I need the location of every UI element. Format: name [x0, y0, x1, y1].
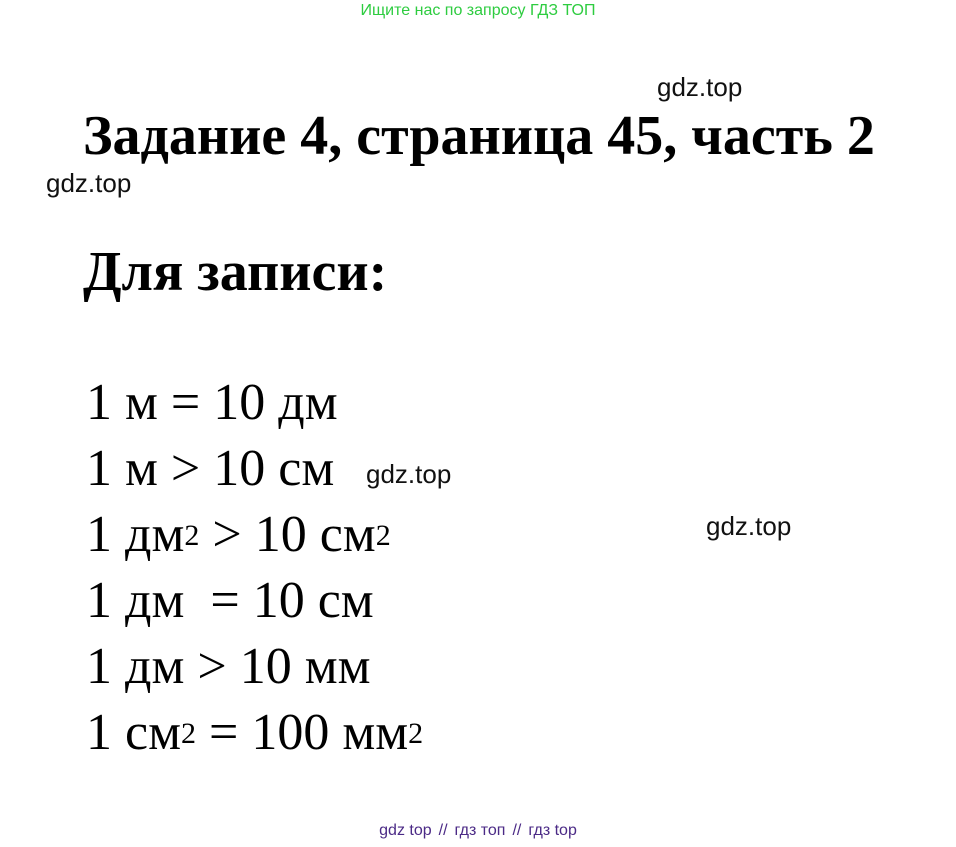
watermark: gdz.top — [657, 72, 743, 102]
eq-right: 10 см — [213, 440, 335, 497]
eq-right-exponent: 2 — [408, 717, 424, 750]
eq-left: 1 см — [86, 704, 181, 761]
footer-separator: // — [438, 822, 448, 839]
eq-left: 1 дм — [86, 506, 185, 563]
eq-left: 1 дм — [86, 638, 185, 695]
eq-right: 100 мм — [251, 704, 409, 761]
eq-right: 10 мм — [239, 638, 371, 695]
eq-right: 10 см — [254, 506, 376, 563]
eq-operator: = — [157, 374, 214, 431]
eq-left: 1 м — [86, 440, 158, 497]
eq-right-exponent: 2 — [375, 519, 391, 552]
equation-line — [86, 502, 423, 568]
section-heading: Для записи: — [83, 241, 388, 303]
watermark: gdz.top — [706, 511, 792, 541]
equation-line — [86, 634, 423, 700]
equation-line — [86, 700, 423, 766]
eq-left: 1 дм — [86, 572, 198, 629]
eq-right: 10 дм — [213, 374, 338, 431]
watermark: gdz.top — [46, 168, 132, 198]
page-title: Задание 4, страница 45, часть 2 — [83, 105, 875, 167]
footer-link[interactable]: gdz top — [379, 822, 432, 839]
footer-links — [0, 822, 956, 840]
eq-operator: = — [196, 704, 252, 761]
footer-separator: // — [512, 822, 522, 839]
eq-operator: > — [184, 638, 240, 695]
watermark: gdz.top — [366, 459, 452, 489]
eq-operator: > — [157, 440, 214, 497]
top-search-banner: Ищите нас по запросу ГДЗ ТОП — [360, 2, 596, 19]
equation-line — [86, 370, 423, 436]
footer-link[interactable]: гдз топ — [454, 822, 506, 839]
eq-left-exponent: 2 — [181, 717, 196, 750]
eq-left-exponent: 2 — [184, 519, 200, 552]
eq-operator: > — [199, 506, 255, 563]
footer-link[interactable]: гдз top — [528, 822, 577, 839]
eq-right: 10 см — [252, 572, 374, 629]
equation-line — [86, 568, 423, 634]
equation-list — [86, 370, 423, 766]
eq-operator: = — [197, 572, 253, 629]
eq-left: 1 м — [86, 374, 158, 431]
